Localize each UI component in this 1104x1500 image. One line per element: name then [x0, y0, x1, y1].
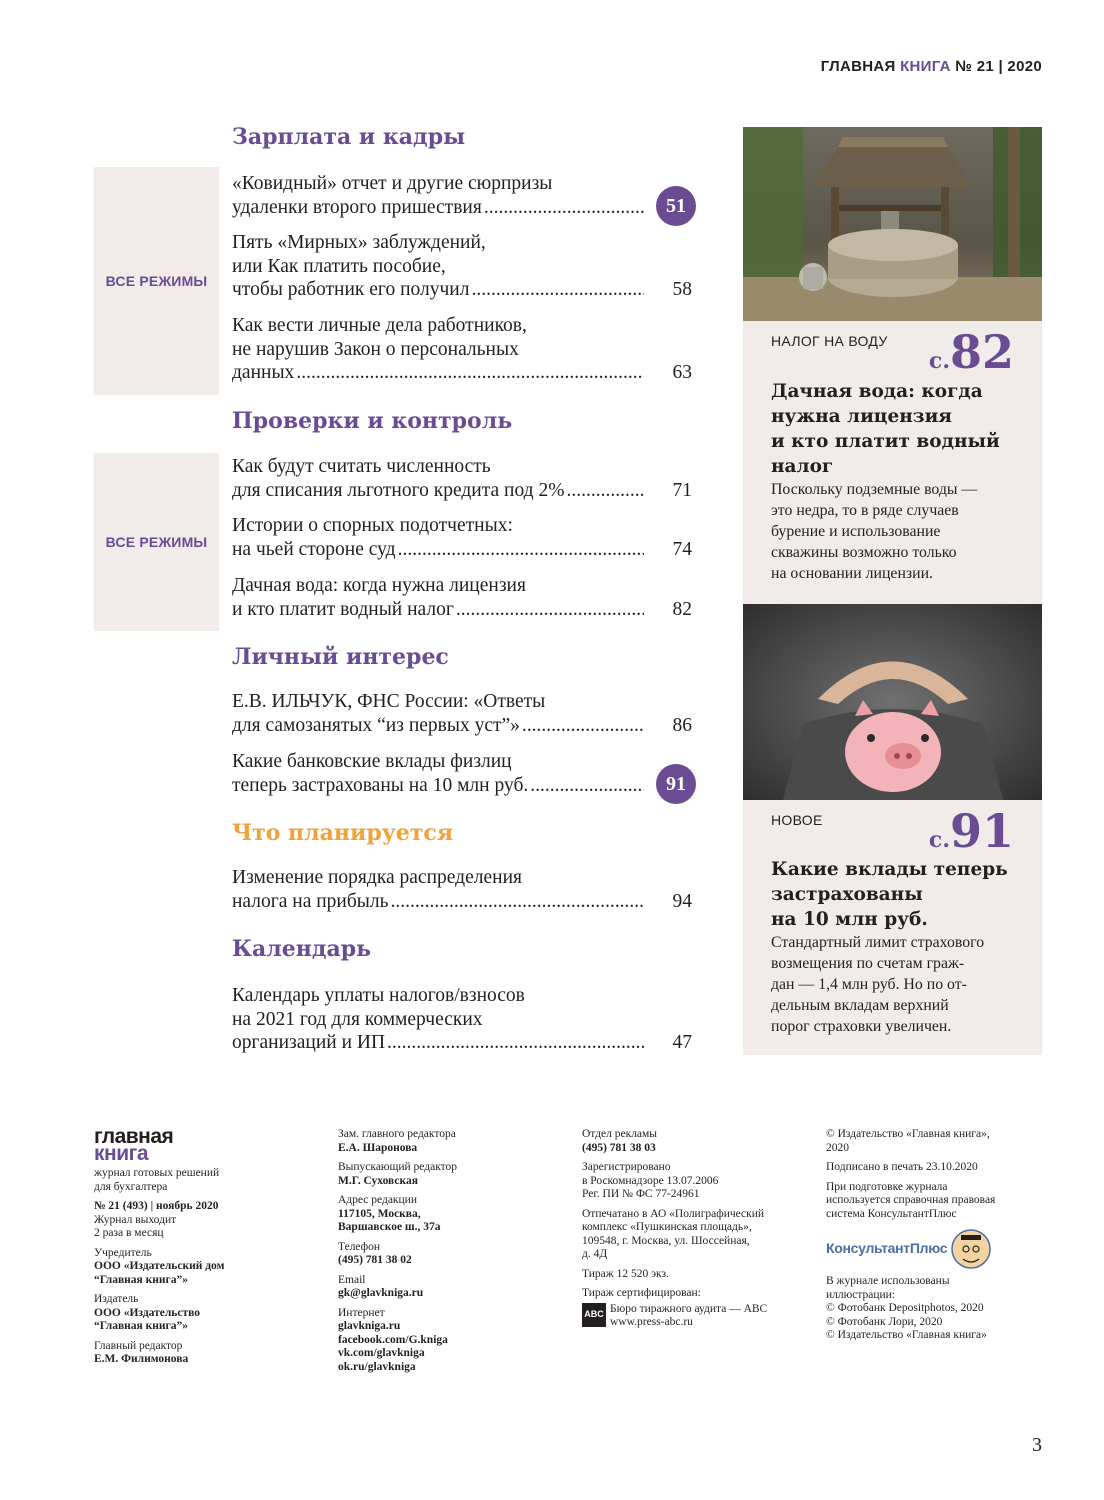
toc-item-line: теперь застрахованы на 10 млн руб.: [232, 774, 529, 796]
toc-page-number[interactable]: 94: [672, 890, 692, 912]
toc-item-line: Дачная вода: когда нужна лицензия: [232, 575, 526, 596]
toc-item[interactable]: [232, 984, 692, 1055]
toc-item[interactable]: [232, 750, 692, 797]
leader-dots: [391, 890, 644, 914]
page-number-highlight[interactable]: 91: [656, 764, 696, 804]
toc-item-line: Как будут считать численность: [232, 456, 491, 477]
well-photo: [743, 127, 1042, 321]
toc-page-number[interactable]: 86: [672, 714, 692, 736]
leader-dots: [530, 774, 644, 798]
toc-item[interactable]: [232, 314, 692, 385]
card-page-number: 91: [949, 804, 1014, 858]
toc-item-line: данных: [232, 362, 295, 383]
feature-card-deposits[interactable]: [743, 800, 1042, 1055]
toc-item-line: на 2021 год для коммерческих: [232, 1008, 483, 1030]
toc-item-line: Е.В. ИЛЬЧУК, ФНС России: «Ответы: [232, 691, 546, 712]
leader-dots: [296, 361, 644, 385]
toc-page-number[interactable]: 74: [672, 538, 692, 560]
toc-page-number[interactable]: 47: [672, 1032, 692, 1053]
toc-item-line: Изменение порядка распределения: [232, 867, 522, 888]
toc-item-line: Какие банковские вклады физлиц: [232, 751, 512, 772]
abc-link[interactable]: www.press-abc.ru: [610, 1316, 693, 1328]
toc-item-line: и кто платит водный налог: [232, 598, 454, 620]
card-page-number: 82: [949, 325, 1014, 379]
section-title-personal-interest: Личный интерес: [232, 644, 449, 670]
leader-dots: [484, 196, 644, 220]
page-number-highlight[interactable]: 51: [656, 186, 696, 226]
toc-item-line: чтобы работник его получил: [232, 279, 470, 300]
footer-col-print: Отдел рекламы (495) 781 38 03 Зарегистрировано в Роскомнадзоре 13.07.2006 Рег. ПИ № ФС 77-24961 Отпечатано в АО «Полиграфический комплекс «Пушкинская площадь», 109548, г. Москва, ул. Шоссейная, д. 4Д Тираж 12 520 экз. Тираж сертифицирован: ABC Бюро тиражного аудита — ABC www.press-abc.ru: [582, 1128, 768, 1328]
abc-logo: ABC: [582, 1303, 606, 1327]
section-title-audits: Проверки и контроль: [232, 408, 513, 434]
toc-item[interactable]: [232, 172, 692, 219]
running-header: [821, 58, 1042, 75]
facebook-link[interactable]: facebook.com/G.kniga: [338, 1333, 448, 1346]
toc-item-line: на чьей стороне суд: [232, 538, 396, 560]
toc-item-line: для самозанятых “из первых уст”»: [232, 714, 520, 736]
toc-item[interactable]: [232, 231, 692, 302]
section-title-salary: Зарплата и кадры: [232, 124, 466, 150]
toc-page-number[interactable]: 82: [672, 598, 692, 620]
card-title: Дачная вода: когда нужна лицензия и кто платит водный налог: [771, 381, 1000, 477]
issue-number: № 21 | 2020: [955, 58, 1042, 75]
email-link[interactable]: gk@glavkniga.ru: [338, 1287, 424, 1299]
website-link[interactable]: glavkniga.ru: [338, 1320, 401, 1332]
section-title-calendar: Календарь: [232, 936, 372, 962]
magazine-logo: главная книга: [94, 1125, 174, 1165]
toc-page-number[interactable]: 71: [672, 479, 692, 501]
mode-label-all: ВСЕ РЕЖИМЫ: [94, 453, 219, 631]
consultant-plus-logo: КонсультантПлюс: [826, 1229, 1036, 1269]
feature-card-water[interactable]: [743, 321, 1042, 604]
card-page-prefix: с.: [928, 827, 950, 853]
ok-link[interactable]: ok.ru/glavkniga: [338, 1360, 416, 1373]
toc-item-line: налога на прибыль: [232, 890, 389, 912]
toc-item[interactable]: [232, 866, 692, 913]
toc-item-line: «Ковидный» отчет и другие сюрпризы: [232, 173, 553, 194]
leader-dots: [522, 714, 644, 738]
leader-dots: [398, 538, 644, 562]
section-title-planned: Что планируется: [232, 820, 454, 846]
leader-dots: [387, 1031, 644, 1055]
page-number: 3: [1032, 1434, 1042, 1456]
toc-item-line: для списания льготного кредита под 2%: [232, 479, 565, 501]
footer-col-copyright: © Издательство «Главная книга», 2020 Подписано в печать 23.10.2020 При подготовке журнала используется справочная правовая система КонсультантПлюс КонсультантПлюс В журнале использованы иллюстрации: © Фотобанк Depositphotos, 2020 © Фотобанк Лори, 2020 © Издательство «Главная книга»: [826, 1128, 1036, 1343]
card-page-prefix: с.: [928, 348, 950, 374]
card-description: Стандартный лимит страхового возмещения по счетам граж- дан — 1,4 млн руб. Но по от- дельным вкладам верхний порог страховки увеличен.: [771, 934, 985, 1035]
toc-item-line: Как вести личные дела работников,: [232, 315, 527, 336]
toc-page-number[interactable]: 63: [672, 362, 692, 383]
leader-dots: [471, 278, 644, 302]
card-tag: НОВОЕ: [771, 812, 823, 828]
toc-item[interactable]: [232, 514, 692, 561]
card-title: Какие вклады теперь застрахованы на 10 млн руб.: [771, 859, 1008, 930]
toc-item-line: Пять «Мирных» заблуждений,: [232, 232, 486, 253]
toc-item-line: не нарушив Закон о персональных: [232, 338, 519, 360]
footer-col-publisher: главная книга журнал готовых решений для бухгалтера № 21 (493) | ноябрь 2020 Журнал выходит 2 раза в месяц Учредитель ООО «Издательский дом “Главная книга”» Издатель ООО «Издательство “Главная книга”» Главный редактор Е.М. Филимонова: [94, 1128, 294, 1367]
toc-item-line: или Как платить пособие,: [232, 255, 446, 277]
toc-item[interactable]: [232, 574, 692, 621]
card-tag: НАЛОГ НА ВОДУ: [771, 333, 888, 349]
toc-item-line: Истории о спорных подотчетных:: [232, 515, 513, 536]
toc-item[interactable]: [232, 455, 692, 502]
footer-col-editorial: Зам. главного редактора Е.А. Шаронова Выпускающий редактор М.Г. Суховская Адрес редакции 117105, Москва, Варшавское ш., 37а Телефон (495) 781 38 02 Email gk@glavkniga.ru Интернет glavkniga.ru facebook.com/G.kniga vk.com/glavkniga ok.ru/glavkniga: [338, 1128, 558, 1374]
piggy-bank-photo: [743, 604, 1042, 800]
toc-item-line: Календарь уплаты налогов/взносов: [232, 985, 525, 1006]
toc-page-number[interactable]: 58: [672, 279, 692, 300]
toc-item[interactable]: [232, 690, 692, 737]
leader-dots: [456, 598, 644, 622]
vk-link[interactable]: vk.com/glavkniga: [338, 1347, 425, 1359]
brand-part2: КНИГА: [900, 58, 951, 75]
consultant-mascot-icon: [951, 1229, 991, 1269]
card-description: Поскольку подземные воды — это недра, то в ряде случаев бурение и использование скважины возможно только на основании лицензии.: [771, 481, 978, 582]
mode-label-all: ВСЕ РЕЖИМЫ: [94, 167, 219, 395]
leader-dots: [566, 479, 644, 503]
brand-part1: ГЛАВНАЯ: [820, 58, 896, 75]
toc-item-line: организаций и ИП: [232, 1032, 386, 1053]
toc-item-line: удаленки второго пришествия: [232, 196, 482, 218]
